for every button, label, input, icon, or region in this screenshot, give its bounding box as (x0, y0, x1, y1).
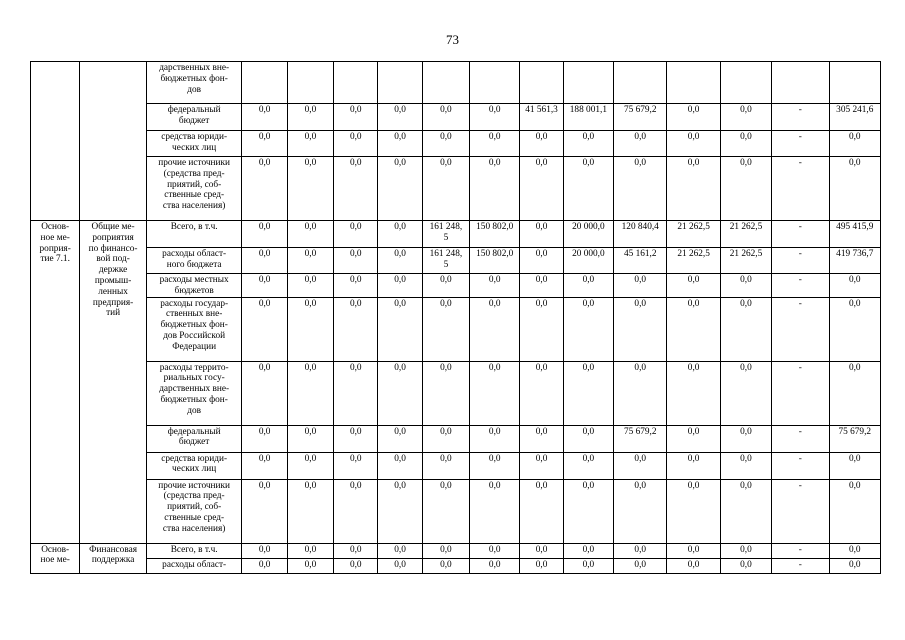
value-cell: 21 262,5 (667, 221, 720, 248)
funding-source-cell: расходы област- (146, 558, 242, 573)
value-cell: 45 161,2 (614, 248, 667, 274)
value-cell: 41 561,3 (520, 104, 563, 131)
value-cell: 419 736,7 (829, 248, 880, 274)
value-cell: 0,0 (563, 361, 613, 425)
value-cell: 0,0 (378, 274, 422, 298)
dash-cell: - (772, 558, 829, 573)
table-row (31, 558, 881, 573)
value-cell (242, 62, 287, 104)
table-row (31, 452, 881, 479)
value-cell (614, 62, 667, 104)
value-cell: 0,0 (378, 425, 422, 452)
value-cell (829, 62, 880, 104)
value-cell: 21 262,5 (720, 248, 771, 274)
event-description-cell: Финансовая поддержка (80, 543, 146, 573)
value-cell: 0,0 (520, 157, 563, 221)
value-cell (334, 62, 378, 104)
value-cell: 0,0 (470, 131, 520, 157)
value-cell: 0,0 (720, 104, 771, 131)
value-cell: 0,0 (470, 361, 520, 425)
value-cell: 0,0 (667, 543, 720, 558)
value-cell: 120 840,4 (614, 221, 667, 248)
value-cell: 0,0 (422, 104, 469, 131)
value-cell: 0,0 (563, 452, 613, 479)
value-cell: 0,0 (242, 274, 287, 298)
value-cell: 0,0 (378, 361, 422, 425)
value-cell: 0,0 (422, 131, 469, 157)
value-cell: 0,0 (614, 274, 667, 298)
value-cell: 0,0 (829, 543, 880, 558)
table-row (31, 297, 881, 361)
value-cell: 0,0 (520, 543, 563, 558)
value-cell: 0,0 (470, 543, 520, 558)
value-cell: 188 001,1 (563, 104, 613, 131)
value-cell: 0,0 (614, 452, 667, 479)
value-cell: 0,0 (829, 452, 880, 479)
value-cell: 0,0 (720, 131, 771, 157)
value-cell: 0,0 (287, 558, 333, 573)
value-cell: 0,0 (667, 479, 720, 543)
value-cell: 0,0 (242, 558, 287, 573)
value-cell: 0,0 (470, 558, 520, 573)
event-name-cell: Основ- ное ме- роприя- тие 7.1. (31, 221, 80, 544)
value-cell: 0,0 (470, 104, 520, 131)
value-cell: 0,0 (334, 543, 378, 558)
funding-source-cell: расходы местных бюджетов (146, 274, 242, 298)
value-cell: 0,0 (242, 297, 287, 361)
value-cell: 0,0 (242, 104, 287, 131)
value-cell: 0,0 (520, 274, 563, 298)
value-cell: 0,0 (287, 131, 333, 157)
value-cell: 0,0 (667, 131, 720, 157)
value-cell: 75 679,2 (829, 425, 880, 452)
value-cell: 21 262,5 (720, 221, 771, 248)
value-cell: 0,0 (334, 104, 378, 131)
value-cell: 0,0 (520, 452, 563, 479)
dash-cell: - (772, 361, 829, 425)
value-cell: 0,0 (667, 274, 720, 298)
value-cell: 0,0 (378, 543, 422, 558)
value-cell: 0,0 (614, 558, 667, 573)
value-cell: 21 262,5 (667, 248, 720, 274)
value-cell: 0,0 (422, 543, 469, 558)
value-cell: 20 000,0 (563, 221, 613, 248)
value-cell: 0,0 (667, 361, 720, 425)
value-cell: 0,0 (563, 558, 613, 573)
table-body (31, 62, 881, 574)
value-cell: 0,0 (287, 297, 333, 361)
value-cell: 0,0 (378, 104, 422, 131)
value-cell: 0,0 (334, 157, 378, 221)
value-cell: 0,0 (287, 248, 333, 274)
dash-cell: - (772, 248, 829, 274)
value-cell: 0,0 (422, 274, 469, 298)
value-cell: 0,0 (422, 452, 469, 479)
value-cell: 0,0 (520, 297, 563, 361)
value-cell: 0,0 (242, 157, 287, 221)
table-row (31, 274, 881, 298)
value-cell: 0,0 (334, 131, 378, 157)
budget-table (30, 61, 881, 574)
value-cell: 0,0 (720, 157, 771, 221)
value-cell: 0,0 (720, 452, 771, 479)
funding-source-cell: средства юриди- ческих лиц (146, 131, 242, 157)
dash-cell: - (772, 452, 829, 479)
value-cell: 0,0 (614, 297, 667, 361)
value-cell: 0,0 (470, 157, 520, 221)
table-row (31, 221, 881, 248)
value-cell: 0,0 (422, 361, 469, 425)
dash-cell: - (772, 104, 829, 131)
table-row (31, 157, 881, 221)
value-cell: 0,0 (378, 221, 422, 248)
value-cell: 0,0 (829, 361, 880, 425)
value-cell: 0,0 (563, 131, 613, 157)
value-cell: 0,0 (667, 297, 720, 361)
value-cell: 0,0 (614, 157, 667, 221)
value-cell: 0,0 (720, 558, 771, 573)
value-cell: 0,0 (520, 479, 563, 543)
value-cell: 0,0 (242, 543, 287, 558)
value-cell: 0,0 (242, 248, 287, 274)
value-cell: 0,0 (720, 297, 771, 361)
value-cell: 0,0 (334, 425, 378, 452)
value-cell: 0,0 (720, 425, 771, 452)
value-cell: 0,0 (287, 479, 333, 543)
value-cell: 0,0 (470, 452, 520, 479)
value-cell: 0,0 (242, 361, 287, 425)
value-cell: 0,0 (563, 157, 613, 221)
value-cell: 0,0 (470, 297, 520, 361)
value-cell: 0,0 (242, 425, 287, 452)
table-row (31, 479, 881, 543)
value-cell: 0,0 (334, 479, 378, 543)
value-cell: 0,0 (242, 452, 287, 479)
value-cell: 0,0 (614, 543, 667, 558)
value-cell: 0,0 (287, 221, 333, 248)
value-cell (720, 62, 771, 104)
value-cell: 0,0 (287, 543, 333, 558)
value-cell: 0,0 (334, 274, 378, 298)
value-cell: 0,0 (378, 297, 422, 361)
funding-source-cell: федеральный бюджет (146, 425, 242, 452)
value-cell (667, 62, 720, 104)
value-cell: 0,0 (334, 452, 378, 479)
value-cell: 161 248, 5 (422, 221, 469, 248)
value-cell: 0,0 (378, 558, 422, 573)
value-cell: 0,0 (667, 104, 720, 131)
value-cell: 0,0 (520, 425, 563, 452)
value-cell: 0,0 (470, 274, 520, 298)
value-cell: 0,0 (287, 274, 333, 298)
value-cell: 75 679,2 (614, 425, 667, 452)
value-cell: 0,0 (334, 221, 378, 248)
value-cell: 0,0 (667, 157, 720, 221)
funding-source-cell: прочие источники (средства пред- приятий, соб- ственные сред- ства населения) (146, 157, 242, 221)
value-cell: 0,0 (829, 157, 880, 221)
value-cell: 305 241,6 (829, 104, 880, 131)
value-cell: 0,0 (614, 361, 667, 425)
value-cell: 0,0 (563, 543, 613, 558)
funding-source-cell: расходы государ- ственных вне- бюджетных фон- дов Российской Федерации (146, 297, 242, 361)
value-cell: 0,0 (829, 297, 880, 361)
value-cell: 75 679,2 (614, 104, 667, 131)
value-cell (470, 62, 520, 104)
dash-cell: - (772, 157, 829, 221)
value-cell: 150 802,0 (470, 221, 520, 248)
page-number: 73 (446, 32, 459, 47)
value-cell: 0,0 (829, 131, 880, 157)
value-cell: 0,0 (422, 479, 469, 543)
value-cell: 0,0 (614, 479, 667, 543)
value-cell: 0,0 (829, 274, 880, 298)
table-row (31, 62, 881, 104)
value-cell: 0,0 (287, 452, 333, 479)
event-description-cell: Общие ме- роприятия по финансо- вой под- держке промыш- ленных предприя- тий (80, 221, 146, 544)
value-cell: 0,0 (720, 361, 771, 425)
event-description-cell (80, 62, 146, 221)
value-cell: 0,0 (470, 425, 520, 452)
dash-cell: - (772, 425, 829, 452)
value-cell: 0,0 (720, 274, 771, 298)
value-cell: 0,0 (720, 543, 771, 558)
value-cell: 0,0 (334, 558, 378, 573)
value-cell: 0,0 (287, 157, 333, 221)
value-cell: 0,0 (563, 479, 613, 543)
funding-source-cell: расходы област- ного бюджета (146, 248, 242, 274)
value-cell: 0,0 (422, 297, 469, 361)
value-cell: 0,0 (287, 104, 333, 131)
value-cell (520, 62, 563, 104)
funding-source-cell: Всего, в т.ч. (146, 221, 242, 248)
dash-cell: - (772, 221, 829, 248)
table-row (31, 131, 881, 157)
value-cell (772, 62, 829, 104)
value-cell: 0,0 (287, 361, 333, 425)
value-cell: 161 248, 5 (422, 248, 469, 274)
value-cell: 0,0 (667, 558, 720, 573)
value-cell (563, 62, 613, 104)
value-cell: 0,0 (334, 248, 378, 274)
value-cell: 0,0 (242, 479, 287, 543)
value-cell: 0,0 (378, 479, 422, 543)
value-cell: 0,0 (667, 452, 720, 479)
funding-source-cell: федеральный бюджет (146, 104, 242, 131)
value-cell: 150 802,0 (470, 248, 520, 274)
funding-source-cell: дарственных вне- бюджетных фон- дов (146, 62, 242, 104)
value-cell: 0,0 (470, 479, 520, 543)
value-cell: 0,0 (242, 131, 287, 157)
table-row (31, 361, 881, 425)
dash-cell: - (772, 479, 829, 543)
funding-source-cell: расходы террито- риальных госу- дарственных вне- бюджетных фон- дов (146, 361, 242, 425)
value-cell: 0,0 (334, 361, 378, 425)
value-cell: 0,0 (667, 425, 720, 452)
value-cell: 0,0 (520, 361, 563, 425)
value-cell: 0,0 (422, 558, 469, 573)
value-cell: 0,0 (520, 558, 563, 573)
value-cell: 0,0 (378, 248, 422, 274)
table-row (31, 104, 881, 131)
value-cell: 0,0 (563, 274, 613, 298)
event-name-cell (31, 62, 80, 221)
value-cell: 495 415,9 (829, 221, 880, 248)
value-cell: 0,0 (378, 452, 422, 479)
value-cell (287, 62, 333, 104)
value-cell: 0,0 (520, 248, 563, 274)
table-row (31, 248, 881, 274)
event-name-cell: Основ- ное ме- (31, 543, 80, 573)
funding-source-cell: средства юриди- ческих лиц (146, 452, 242, 479)
dash-cell: - (772, 131, 829, 157)
funding-source-cell: прочие источники (средства пред- приятий, соб- ственные сред- ства населения) (146, 479, 242, 543)
value-cell: 0,0 (242, 221, 287, 248)
value-cell: 0,0 (720, 479, 771, 543)
value-cell: 0,0 (520, 221, 563, 248)
table-row (31, 543, 881, 558)
value-cell: 0,0 (563, 425, 613, 452)
value-cell: 0,0 (287, 425, 333, 452)
value-cell: 0,0 (378, 131, 422, 157)
table-row (31, 425, 881, 452)
value-cell: 0,0 (563, 297, 613, 361)
value-cell: 0,0 (422, 157, 469, 221)
value-cell: 0,0 (829, 558, 880, 573)
funding-source-cell: Всего, в т.ч. (146, 543, 242, 558)
dash-cell: - (772, 543, 829, 558)
value-cell (422, 62, 469, 104)
dash-cell: - (772, 297, 829, 361)
value-cell: 0,0 (378, 157, 422, 221)
dash-cell: - (772, 274, 829, 298)
value-cell: 0,0 (422, 425, 469, 452)
value-cell: 0,0 (334, 297, 378, 361)
value-cell (378, 62, 422, 104)
value-cell: 20 000,0 (563, 248, 613, 274)
value-cell: 0,0 (614, 131, 667, 157)
value-cell: 0,0 (520, 131, 563, 157)
value-cell: 0,0 (829, 479, 880, 543)
